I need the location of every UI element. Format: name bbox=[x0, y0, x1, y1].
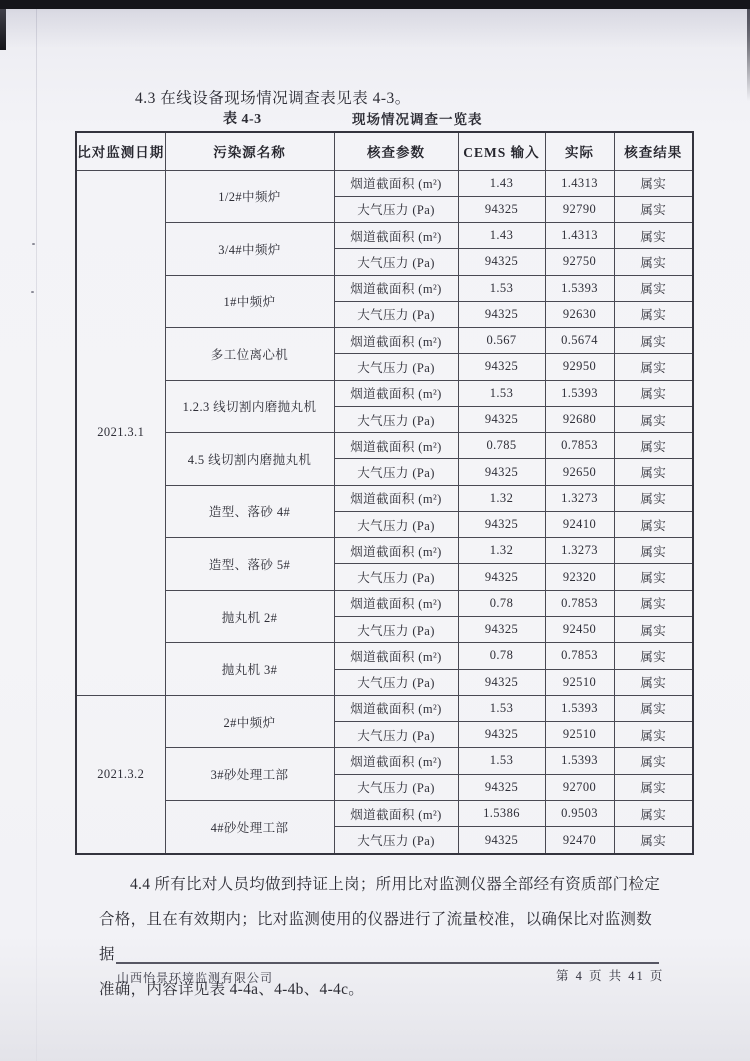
actual-cell: 0.7853 bbox=[545, 590, 614, 616]
section-4-4 bbox=[99, 867, 665, 1007]
actual-cell: 92470 bbox=[545, 827, 614, 854]
param-cell: 大气压力 (Pa) bbox=[334, 511, 458, 537]
cems-cell: 0.78 bbox=[458, 643, 545, 669]
actual-cell: 92680 bbox=[545, 406, 614, 432]
paragraph-line: 合格，且在有效期内；比对监测使用的仪器进行了流量校准，以确保比对监测数据 bbox=[99, 911, 653, 963]
param-cell: 烟道截面积 (m²) bbox=[334, 538, 458, 564]
result-cell: 属实 bbox=[614, 538, 693, 564]
source-cell: 造型、落砂 5# bbox=[165, 538, 334, 591]
cems-cell: 94325 bbox=[458, 301, 545, 327]
result-cell: 属实 bbox=[614, 301, 693, 327]
table-row bbox=[76, 223, 693, 249]
result-cell: 属实 bbox=[614, 617, 693, 643]
table-row bbox=[76, 433, 693, 459]
cems-cell: 94325 bbox=[458, 564, 545, 590]
cems-cell: 94325 bbox=[458, 196, 545, 222]
cems-cell: 0.78 bbox=[458, 590, 545, 616]
table-caption-title: 现场情况调查一览表 bbox=[352, 112, 483, 127]
footer-page-number: 第 4 页 共 41 页 bbox=[556, 969, 665, 983]
result-cell: 属实 bbox=[614, 406, 693, 432]
actual-cell: 1.4313 bbox=[545, 170, 614, 196]
param-cell: 烟道截面积 (m²) bbox=[334, 275, 458, 301]
param-cell: 烟道截面积 (m²) bbox=[334, 748, 458, 774]
cems-cell: 1.32 bbox=[458, 485, 545, 511]
result-cell: 属实 bbox=[614, 827, 693, 854]
table-row bbox=[76, 643, 693, 669]
table-row bbox=[76, 275, 693, 301]
actual-cell: 92750 bbox=[545, 249, 614, 275]
source-cell: 2#中频炉 bbox=[165, 695, 334, 748]
footer-company-name: 山西怡景环境监测有限公司 bbox=[117, 971, 274, 985]
param-cell: 烟道截面积 (m²) bbox=[334, 223, 458, 249]
section-4-3-text: 4.3 在线设备现场情况调查表见表 4-3。 bbox=[135, 90, 411, 107]
date-cell: 2021.3.2 bbox=[76, 695, 165, 854]
result-cell: 属实 bbox=[614, 590, 693, 616]
param-cell: 大气压力 (Pa) bbox=[334, 459, 458, 485]
param-cell: 大气压力 (Pa) bbox=[334, 774, 458, 800]
actual-cell: 1.5393 bbox=[545, 380, 614, 406]
result-cell: 属实 bbox=[614, 485, 693, 511]
source-cell: 多工位离心机 bbox=[165, 328, 334, 381]
table-row bbox=[76, 695, 693, 721]
actual-cell: 1.5393 bbox=[545, 695, 614, 721]
cems-cell: 94325 bbox=[458, 827, 545, 854]
param-cell: 烟道截面积 (m²) bbox=[334, 380, 458, 406]
paragraph-line: 4.4 所有比对人员均做到持证上岗；所用比对监测仪器全部经有资质部门检定 bbox=[130, 876, 661, 893]
cems-cell: 94325 bbox=[458, 722, 545, 748]
paragraph-line: 准确，内容详见表 4-4a、4-4b、4-4c。 bbox=[99, 981, 365, 998]
param-cell: 大气压力 (Pa) bbox=[334, 406, 458, 432]
cems-cell: 1.53 bbox=[458, 275, 545, 301]
actual-cell: 1.5393 bbox=[545, 275, 614, 301]
actual-cell: 0.7853 bbox=[545, 643, 614, 669]
param-cell: 大气压力 (Pa) bbox=[334, 617, 458, 643]
param-cell: 烟道截面积 (m²) bbox=[334, 643, 458, 669]
param-cell: 烟道截面积 (m²) bbox=[334, 170, 458, 196]
actual-cell: 92700 bbox=[545, 774, 614, 800]
cems-cell: 1.43 bbox=[458, 223, 545, 249]
actual-cell: 1.3273 bbox=[545, 538, 614, 564]
table-row bbox=[76, 485, 693, 511]
column-header: 实际 bbox=[545, 132, 614, 170]
result-cell: 属实 bbox=[614, 223, 693, 249]
cems-cell: 94325 bbox=[458, 354, 545, 380]
actual-cell: 1.3273 bbox=[545, 485, 614, 511]
cems-cell: 1.43 bbox=[458, 170, 545, 196]
param-cell: 大气压力 (Pa) bbox=[334, 301, 458, 327]
result-cell: 属实 bbox=[614, 800, 693, 826]
cems-cell: 1.53 bbox=[458, 748, 545, 774]
table-row bbox=[76, 328, 693, 354]
table-row bbox=[76, 590, 693, 616]
result-cell: 属实 bbox=[614, 433, 693, 459]
actual-cell: 92450 bbox=[545, 617, 614, 643]
cems-cell: 94325 bbox=[458, 459, 545, 485]
cems-cell: 94325 bbox=[458, 406, 545, 432]
param-cell: 大气压力 (Pa) bbox=[334, 564, 458, 590]
cems-cell: 94325 bbox=[458, 249, 545, 275]
actual-cell: 92790 bbox=[545, 196, 614, 222]
param-cell: 大气压力 (Pa) bbox=[334, 827, 458, 854]
result-cell: 属实 bbox=[614, 695, 693, 721]
param-cell: 烟道截面积 (m²) bbox=[334, 328, 458, 354]
result-cell: 属实 bbox=[614, 748, 693, 774]
scan-top-edge bbox=[0, 0, 750, 9]
actual-cell: 1.5393 bbox=[545, 748, 614, 774]
param-cell: 烟道截面积 (m²) bbox=[334, 433, 458, 459]
source-cell: 1#中频炉 bbox=[165, 275, 334, 328]
param-cell: 大气压力 (Pa) bbox=[334, 196, 458, 222]
source-cell: 3/4#中频炉 bbox=[165, 223, 334, 276]
table-caption-label: 表 4-3 bbox=[223, 112, 262, 127]
paper-fold-line bbox=[36, 9, 37, 1061]
actual-cell: 92320 bbox=[545, 564, 614, 590]
result-cell: 属实 bbox=[614, 196, 693, 222]
survey-table bbox=[75, 131, 694, 855]
actual-cell: 0.7853 bbox=[545, 433, 614, 459]
param-cell: 烟道截面积 (m²) bbox=[334, 485, 458, 511]
result-cell: 属实 bbox=[614, 249, 693, 275]
survey-table-body bbox=[76, 170, 693, 854]
source-cell: 4.5 线切割内磨抛丸机 bbox=[165, 433, 334, 486]
result-cell: 属实 bbox=[614, 643, 693, 669]
column-header: 污染源名称 bbox=[165, 132, 334, 170]
date-cell: 2021.3.1 bbox=[76, 170, 165, 695]
cems-cell: 94325 bbox=[458, 617, 545, 643]
cems-cell: 94325 bbox=[458, 511, 545, 537]
param-cell: 大气压力 (Pa) bbox=[334, 249, 458, 275]
result-cell: 属实 bbox=[614, 669, 693, 695]
cems-cell: 94325 bbox=[458, 669, 545, 695]
cems-cell: 94325 bbox=[458, 774, 545, 800]
actual-cell: 92510 bbox=[545, 722, 614, 748]
cems-cell: 1.53 bbox=[458, 695, 545, 721]
actual-cell: 1.4313 bbox=[545, 223, 614, 249]
source-cell: 抛丸机 3# bbox=[165, 643, 334, 696]
table-row bbox=[76, 748, 693, 774]
param-cell: 烟道截面积 (m²) bbox=[334, 695, 458, 721]
table-row bbox=[76, 800, 693, 826]
param-cell: 大气压力 (Pa) bbox=[334, 669, 458, 695]
result-cell: 属实 bbox=[614, 774, 693, 800]
column-header: CEMS 输入 bbox=[458, 132, 545, 170]
actual-cell: 92510 bbox=[545, 669, 614, 695]
result-cell: 属实 bbox=[614, 170, 693, 196]
actual-cell: 92410 bbox=[545, 511, 614, 537]
table-row bbox=[76, 170, 693, 196]
table-row bbox=[76, 380, 693, 406]
source-cell: 1.2.3 线切割内磨抛丸机 bbox=[165, 380, 334, 433]
cems-cell: 1.5386 bbox=[458, 800, 545, 826]
table-caption bbox=[0, 108, 750, 128]
source-cell: 1/2#中频炉 bbox=[165, 170, 334, 223]
actual-cell: 92630 bbox=[545, 301, 614, 327]
source-cell: 造型、落砂 4# bbox=[165, 485, 334, 538]
result-cell: 属实 bbox=[614, 354, 693, 380]
cems-cell: 1.53 bbox=[458, 380, 545, 406]
column-header: 比对监测日期 bbox=[76, 132, 165, 170]
source-cell: 4#砂处理工部 bbox=[165, 800, 334, 854]
result-cell: 属实 bbox=[614, 275, 693, 301]
result-cell: 属实 bbox=[614, 328, 693, 354]
result-cell: 属实 bbox=[614, 511, 693, 537]
actual-cell: 92650 bbox=[545, 459, 614, 485]
footer-rule bbox=[116, 962, 659, 964]
column-header: 核查结果 bbox=[614, 132, 693, 170]
result-cell: 属实 bbox=[614, 459, 693, 485]
param-cell: 大气压力 (Pa) bbox=[334, 354, 458, 380]
actual-cell: 92950 bbox=[545, 354, 614, 380]
table-row bbox=[76, 538, 693, 564]
survey-table-header-row bbox=[76, 132, 693, 170]
cems-cell: 0.785 bbox=[458, 433, 545, 459]
param-cell: 大气压力 (Pa) bbox=[334, 722, 458, 748]
column-header: 核查参数 bbox=[334, 132, 458, 170]
scan-shadow-top bbox=[0, 9, 750, 49]
result-cell: 属实 bbox=[614, 564, 693, 590]
result-cell: 属实 bbox=[614, 380, 693, 406]
cems-cell: 0.567 bbox=[458, 328, 545, 354]
actual-cell: 0.9503 bbox=[545, 800, 614, 826]
actual-cell: 0.5674 bbox=[545, 328, 614, 354]
scan-speck bbox=[31, 291, 34, 293]
param-cell: 烟道截面积 (m²) bbox=[334, 800, 458, 826]
source-cell: 3#砂处理工部 bbox=[165, 748, 334, 801]
param-cell: 烟道截面积 (m²) bbox=[334, 590, 458, 616]
result-cell: 属实 bbox=[614, 722, 693, 748]
scan-speck bbox=[32, 243, 35, 245]
source-cell: 抛丸机 2# bbox=[165, 590, 334, 643]
cems-cell: 1.32 bbox=[458, 538, 545, 564]
